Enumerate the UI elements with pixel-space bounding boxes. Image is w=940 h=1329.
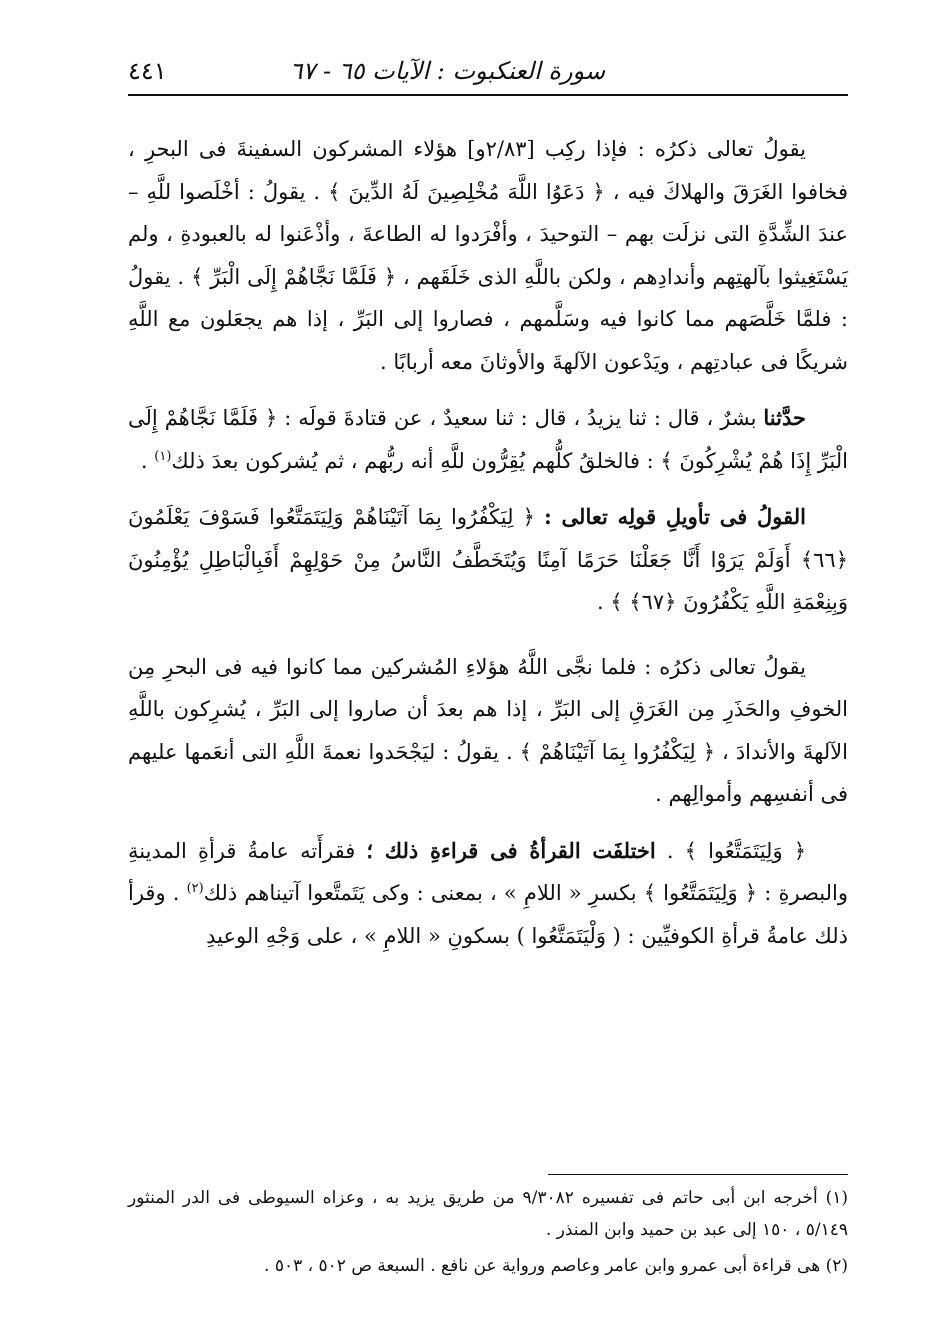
section-heading: القولُ فى تأويلِ قولِه تعالى : (544, 504, 806, 529)
quran-phrase: ﴿ وَلِيَتَمَتَّعُوا ﴾ . (666, 838, 807, 863)
paragraph-2 (128, 397, 848, 482)
footnote-divider (548, 1174, 848, 1175)
paragraph-4: يقولُ تعالى ذكرُه : فلما نجَّى اللَّهُ هؤلاءِ المُشركين مما كانوا فيه فى البحرِ مِن الخوفِ والحَذَرِ مِن الغَرَقِ إلى البَرِّ ، إذا هم بعدَ أن صاروا إلى البَرِّ ، يُشرِكون باللَّهِ الآلهةَ والأندادَ ، ﴿ لِيَكْفُرُوا بِمَا آتَيْنَاهُمْ ﴾ . يقولُ : ليَجْحَدوا نعمةَ اللَّهِ التى أنعَمها عليهم فى أنفسِهم وأموالِهم . (128, 654, 848, 806)
footnote-2: (٢) هى قراءة أبى عمرو وابن عامر وعاصم ورواية عن نافع . السبعة ص ٥٠٢ ، ٥٠٣ . (264, 1256, 848, 1276)
hadith-lead: حدَّثنا (763, 405, 806, 430)
paragraph-2-end: . (140, 448, 155, 473)
page-title: سورة العنكبوت : الآيات ٦٥ - ٦٧ (289, 57, 606, 85)
paragraph-5-continuation: . وقرأ ذلك عامةُ قرأةِ الكوفيِّين : ( وَلْيَتَمَتَّعُوا ) بسكونِ « اللامِ » ، على وَجْهِ الوعيدِ (128, 881, 848, 948)
paragraph-2-text: بشرٌ ، قال : ثنا يزيدُ ، قال : ثنا سعيدٌ ، عن قتادةَ قولَه : ﴿ فَلَمَّا نَجَّاهُمْ إِلَى الْبَرِّ إِذَا هُمْ يُشْرِكُونَ ﴾ : فالخلقُ كلُّهم يُقِرُّون للَّهِ أنه ربُّهم ، ثم يُشركون بعدَ ذلك (128, 406, 848, 473)
paragraph-3 (128, 496, 848, 624)
footnote-ref-1[interactable]: (١) (154, 448, 172, 464)
quran-verse-66-67: ﴿ لِيَكْفُرُوا بِمَا آتَيْنَاهُمْ وَلِيَتَمَتَّعُوا فَسَوْفَ يَعْلَمُونَ ﴿٦٦﴾ أَوَلَمْ يَرَوْا أَنَّا جَعَلْنَا حَرَمًا آمِنًا وَيُتَخَطَّفُ النَّاسُ مِنْ حَوْلِهِمْ أَفَبِالْبَاطِلِ يُؤْمِنُونَ وَبِنِعْمَةِ اللَّهِ يَكْفُرُونَ ﴿٦٧﴾ ﴾ . (128, 505, 848, 614)
page-number: ٤٤١ (128, 57, 167, 85)
paragraph-1: يقولُ تعالى ذكرُه : فإذا ركِب [٢/٨٣و] هؤلاء المشركون السفينةَ فى البحرِ ، فخافوا الغَرَقَ والهلاكَ فيه ، ﴿ دَعَوُا اللَّهَ مُخْلِصِينَ لَهُ الدِّينَ ﴾ . يقولُ : أخْلَصوا للَّهِ – عندَ الشِّدَّةِ التى نزلَت بهم – التوحيدَ ، وأفْرَدوا له الطاعةَ ، وأذْعَنوا له بالعبودةِ ، ولم يَسْتَغِيثوا بآلهتِهم وأندادِهم ، ولكن باللَّهِ الذى خَلَقَهم ، ﴿ فَلَمَّا نَجَّاهُمْ إِلَى الْبَرِّ ﴾ . يقولُ : فلمَّا خَلَّصَهم مما كانوا فيه وسَلَّمهم ، فصاروا إلى البَرِّ ، إذا هم يجعَلون مع اللَّهِ شريكًا فى عبادتِهم ، ويَدْعون الآلهةَ والأوثانَ معه أربابًا . (128, 137, 848, 374)
page-header (128, 48, 848, 96)
footnote-1: (١) أخرجه ابن أبى حاتم فى تفسيره ٩/٣٠٨٢ من طريق يزيد به ، وعزاه السيوطى فى الدر المنثور ٥/١٤٩ ، ١٥٠ إلى عبد بن حميد وابن المنذر . (128, 1188, 848, 1240)
paragraph-5-text: فقرأَته عامةُ قرأةِ المدينةِ والبصرةِ : ﴿ وَلِيَتَمَتَّعُوا ﴾ بكسرِ « اللامِ » ، بمعنى : وكى يَتَمتَّعوا آتيناهم ذلك (128, 838, 848, 905)
footnotes (128, 1182, 848, 1286)
readings-heading: اختلفَت القرأةُ فى قراءةِ ذلك ؛ (366, 837, 656, 863)
main-text (128, 128, 848, 971)
footnote-ref-2[interactable]: (٢) (186, 881, 204, 896)
paragraph-5 (128, 830, 848, 958)
